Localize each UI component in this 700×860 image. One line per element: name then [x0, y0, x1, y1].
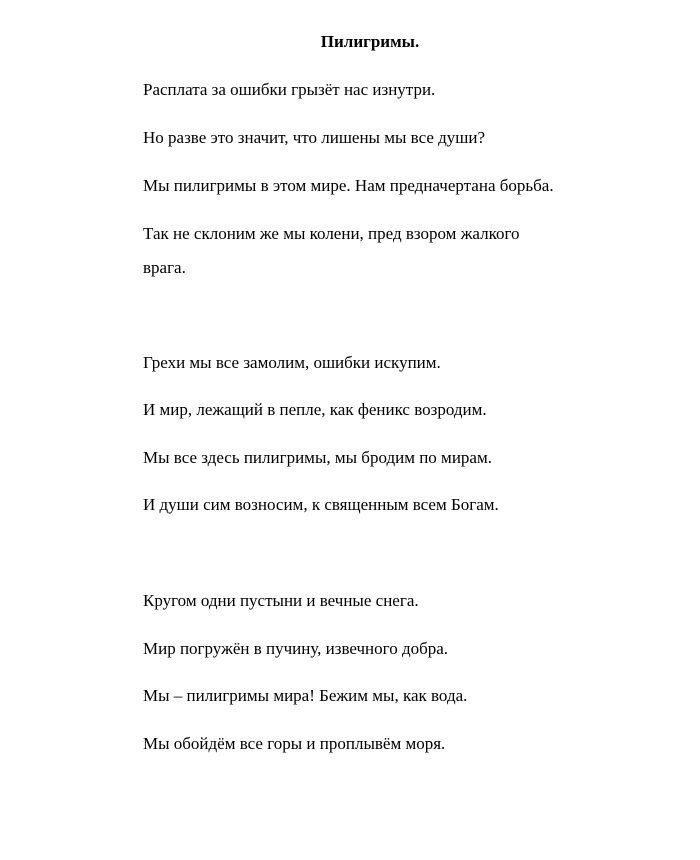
poem-line: И мир, лежащий в пепле, как феникс возродим.: [143, 400, 487, 419]
poem-title: Пилигримы.: [320, 32, 420, 51]
poem-line: И души сим возносим, к священным всем Богам.: [143, 495, 499, 514]
poem-line: Так не склоним же мы колени, пред взором жалкого: [143, 224, 520, 243]
poem-line: Мы обойдём все горы и проплывём моря.: [143, 734, 446, 753]
poem-line: Мы – пилигримы мира! Бежим мы, как вода.: [143, 686, 468, 705]
poem-line: Расплата за ошибки грызёт нас изнутри.: [143, 80, 436, 99]
poem-line: Мы все здесь пилигримы, мы бродим по мирам.: [143, 448, 492, 467]
poem-line: Но разве это значит, что лишены мы все души?: [143, 128, 486, 147]
poem-line: Мир погружён в пучину, извечного добра.: [143, 639, 449, 658]
poem-line: Мы пилигримы в этом мире. Нам предначертана борьба.: [143, 176, 554, 195]
poem-line: Грехи мы все замолим, ошибки искупим.: [143, 353, 441, 372]
poem-line: врага.: [143, 258, 186, 277]
poem-line: Кругом одни пустыни и вечные снега.: [143, 591, 419, 610]
